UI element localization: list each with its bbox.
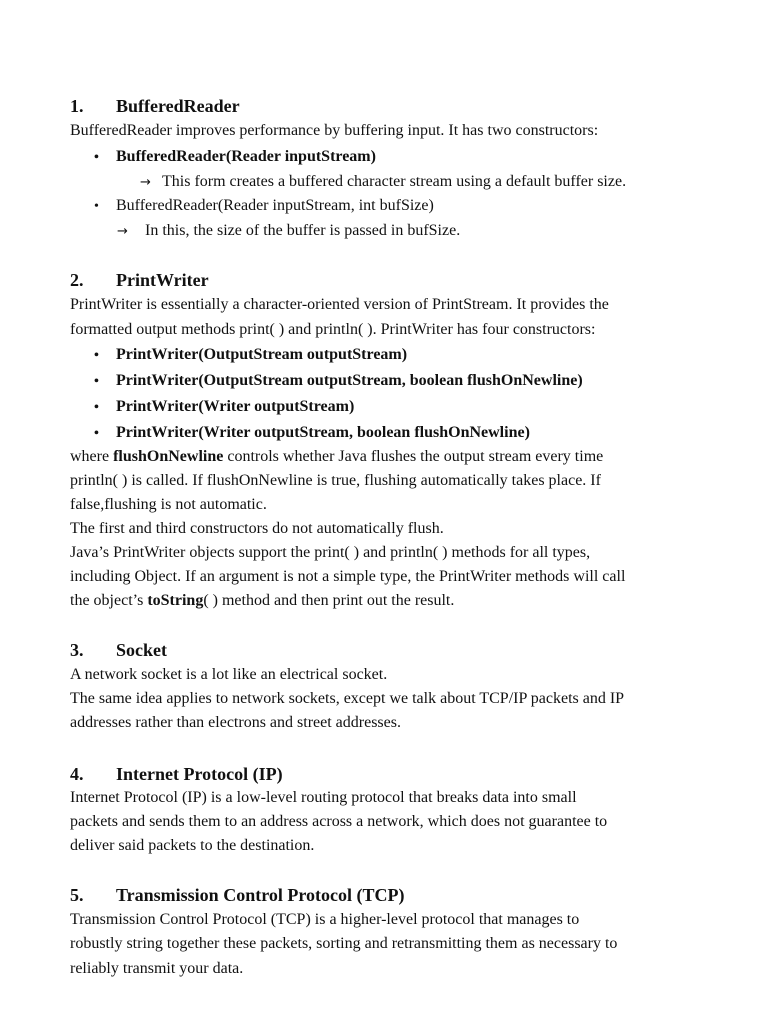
- bullet-text: PrintWriter(Writer outputStream): [116, 398, 355, 415]
- note-text: This form creates a buffered character stream using a default buffer size.: [162, 173, 627, 190]
- paragraph-line: PrintWriter is essentially a character-oriented version of PrintStream. It provides the: [70, 296, 609, 313]
- section-number: 4.: [70, 764, 84, 784]
- bullet-icon: •: [94, 150, 99, 165]
- bullet-icon: •: [94, 400, 99, 415]
- paragraph-line: false,flushing is not automatic.: [70, 496, 267, 513]
- note-text: In this, the size of the buffer is passed in bufSize.: [145, 222, 461, 239]
- paragraph-line: robustly string together these packets, sorting and retransmitting them as necessary to: [70, 935, 618, 952]
- arrow-note: [117, 219, 460, 243]
- bullet-icon: •: [94, 348, 99, 363]
- emphasis-text: toString: [147, 592, 204, 609]
- paragraph-line: The first and third constructors do not automatically flush.: [70, 520, 444, 537]
- paragraph-line: Internet Protocol (IP) is a low-level routing protocol that breaks data into small: [70, 789, 577, 806]
- paragraph-line: addresses rather than electrons and street addresses.: [70, 714, 401, 731]
- section-title: BufferedReader: [116, 96, 240, 116]
- bullet-text: BufferedReader(Reader inputStream, int bufSize): [116, 197, 434, 214]
- bullet-item: [94, 421, 530, 445]
- bullet-text: PrintWriter(Writer outputStream, boolean flushOnNewline): [116, 424, 530, 441]
- section-title: Socket: [116, 640, 167, 660]
- bullet-icon: •: [94, 374, 99, 389]
- paragraph-line: deliver said packets to the destination.: [70, 837, 315, 854]
- section-number: 3.: [70, 640, 84, 660]
- section-number: 1.: [70, 96, 84, 116]
- bullet-icon: •: [94, 426, 99, 441]
- bullet-text: PrintWriter(OutputStream outputStream, boolean flushOnNewline): [116, 372, 583, 389]
- arrow-right-icon: →: [140, 175, 151, 190]
- paragraph-line: formatted output methods print( ) and println( ). PrintWriter has four constructors:: [70, 321, 596, 338]
- emphasis-text: flushOnNewline: [113, 448, 224, 465]
- paragraph-line: reliably transmit your data.: [70, 960, 244, 977]
- bullet-icon: •: [94, 199, 99, 214]
- paragraph-line: Java’s PrintWriter objects support the print( ) and println( ) methods for all types,: [70, 544, 591, 561]
- bullet-text: BufferedReader(Reader inputStream): [116, 148, 376, 165]
- text-run: ( ) method and then print out the result.: [203, 592, 455, 609]
- section-heading-socket: [70, 637, 167, 663]
- paragraph-line: Transmission Control Protocol (TCP) is a higher-level protocol that manages to: [70, 911, 580, 928]
- section-title: Internet Protocol (IP): [116, 764, 283, 784]
- text-run: the object’s: [70, 592, 148, 609]
- paragraph-line: including Object. If an argument is not a simple type, the PrintWriter methods will call: [70, 568, 626, 585]
- bullet-text: PrintWriter(OutputStream outputStream): [116, 346, 408, 363]
- paragraph-line: BufferedReader improves performance by buffering input. It has two constructors:: [70, 122, 599, 139]
- text-run: controls whether Java flushes the output stream every time: [223, 448, 604, 465]
- section-number: 2.: [70, 270, 84, 290]
- arrow-note: [140, 170, 626, 194]
- bullet-item: [94, 395, 354, 419]
- section-heading-ip: [70, 761, 283, 787]
- bullet-item: [94, 194, 434, 218]
- text-run: where: [70, 448, 114, 465]
- section-title: PrintWriter: [116, 270, 209, 290]
- paragraph-line: println( ) is called. If flushOnNewline is true, flushing automatically takes place. If: [70, 472, 601, 489]
- paragraph-line: A network socket is a lot like an electrical socket.: [70, 666, 388, 683]
- paragraph-line: packets and sends them to an address across a network, which does not guarantee to: [70, 813, 608, 830]
- bullet-item: [94, 145, 376, 169]
- paragraph-line: [70, 445, 603, 469]
- paragraph-line: The same idea applies to network sockets, except we talk about TCP/IP packets and IP: [70, 690, 625, 707]
- paragraph-line: [70, 589, 454, 613]
- section-title: Transmission Control Protocol (TCP): [116, 885, 405, 905]
- arrow-right-icon: →: [117, 224, 128, 239]
- bullet-item: [94, 343, 407, 367]
- section-heading-bufferedreader: [70, 93, 240, 119]
- section-number: 5.: [70, 885, 84, 905]
- section-heading-tcp: [70, 882, 405, 908]
- section-heading-printwriter: [70, 267, 209, 293]
- bullet-item: [94, 369, 583, 393]
